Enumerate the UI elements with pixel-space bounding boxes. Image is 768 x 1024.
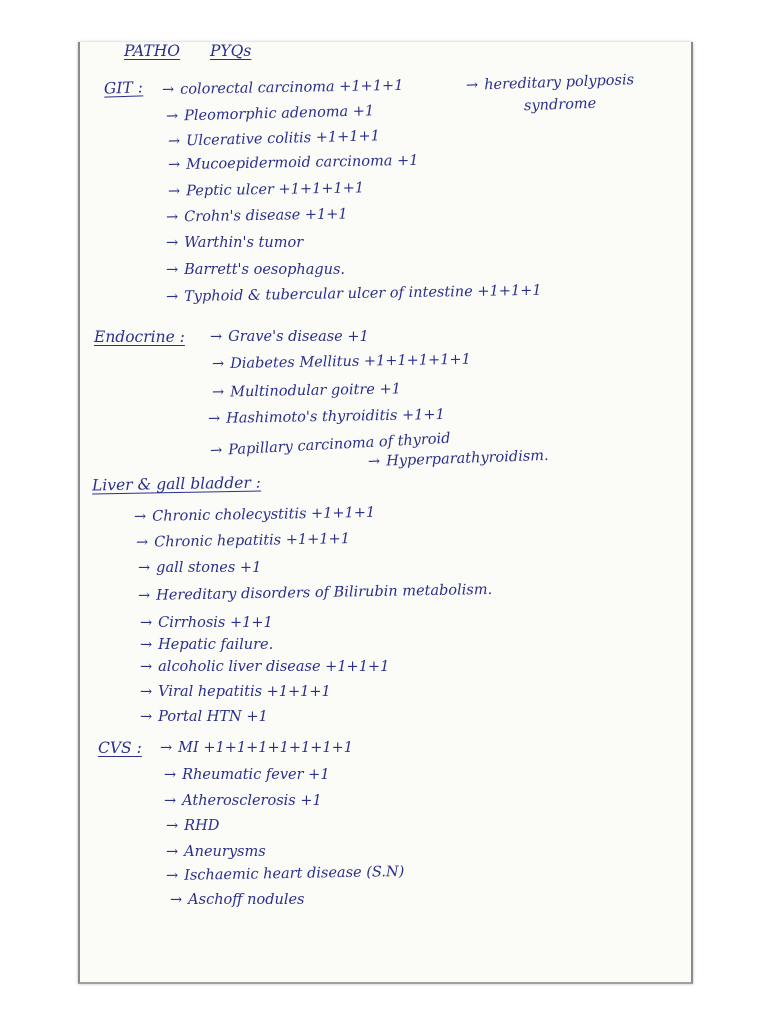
arrow-icon: → xyxy=(140,637,153,653)
arrow-icon: → xyxy=(165,867,179,885)
arrow-icon: → xyxy=(135,534,149,551)
arrow-icon: → xyxy=(165,289,179,306)
git-item-4: → Mucoepidermoid carcinoma +1 xyxy=(167,152,419,174)
arrow-icon: → xyxy=(170,892,183,908)
endocrine-item-1: → Grave's disease +1 xyxy=(210,329,369,345)
liver-item-2: → Chronic hepatitis +1+1+1 xyxy=(135,531,351,551)
endocrine-item-3: → Multinodular goitre +1 xyxy=(211,381,402,401)
endocrine-item-5: → Papillary carcinoma of thyroid xyxy=(209,430,451,460)
arrow-icon: → xyxy=(164,767,177,783)
cvs-item-6: → Ischaemic heart disease (S.N) xyxy=(165,863,405,885)
arrow-icon: → xyxy=(161,81,175,99)
git-item-1: → colorectal carcinoma +1+1+1 xyxy=(161,77,404,99)
arrow-icon: → xyxy=(166,235,179,251)
arrow-icon: → xyxy=(140,615,153,631)
arrow-icon: → xyxy=(367,453,381,471)
arrow-icon: → xyxy=(465,77,479,94)
git-item-5: → Peptic ulcer +1+1+1+1 xyxy=(167,180,365,200)
git-item-8: → Barrett's oesophagus. xyxy=(166,262,346,278)
endocrine-heading: Endocrine : xyxy=(94,328,185,346)
arrow-icon: → xyxy=(211,384,225,401)
endocrine-item-6: → Hyperparathyroidism. xyxy=(367,447,549,471)
cvs-item-2: → Rheumatic fever +1 xyxy=(164,767,330,783)
arrow-icon: → xyxy=(167,156,181,174)
arrow-icon: → xyxy=(207,410,221,428)
liver-item-6: → Hepatic failure. xyxy=(140,637,274,653)
arrow-icon: → xyxy=(166,844,179,860)
arrow-icon: → xyxy=(160,740,173,756)
arrow-icon: → xyxy=(211,356,225,373)
liver-item-3: → gall stones +1 xyxy=(138,560,262,576)
cvs-item-5: → Aneurysms xyxy=(166,844,266,860)
git-item-7: → Warthin's tumor xyxy=(166,235,304,251)
liver-item-4: → Hereditary disorders of Bilirubin metabolism. xyxy=(137,581,493,605)
git-item-3: → Ulcerative colitis +1+1+1 xyxy=(167,128,381,150)
arrow-icon: → xyxy=(165,209,179,226)
cvs-item-1: → MI +1+1+1+1+1+1+1 xyxy=(160,740,353,756)
arrow-icon: → xyxy=(133,508,147,526)
arrow-icon: → xyxy=(166,262,179,278)
liver-item-7: → alcoholic liver disease +1+1+1 xyxy=(140,659,390,675)
cvs-item-3: → Atherosclerosis +1 xyxy=(164,793,322,809)
arrow-icon: → xyxy=(164,793,177,809)
arrow-icon: → xyxy=(167,183,181,200)
liver-heading: Liver & gall bladder : xyxy=(91,473,262,495)
git-item-9: → Typhoid & tubercular ulcer of intestine +1+1+1 xyxy=(165,282,542,306)
arrow-icon: → xyxy=(140,659,153,675)
arrow-icon: → xyxy=(140,684,153,700)
git-item-2: → Pleomorphic adenoma +1 xyxy=(165,103,375,125)
cvs-heading: CVS : xyxy=(98,739,142,757)
arrow-icon: → xyxy=(137,587,151,605)
liver-item-5: → Cirrhosis +1+1 xyxy=(140,615,273,631)
arrow-icon: → xyxy=(210,329,223,345)
git-side-note-line2: syndrome xyxy=(523,95,597,115)
arrow-icon: → xyxy=(165,108,179,125)
title-pyqs: PYQs xyxy=(210,42,252,60)
git-heading: GIT : xyxy=(103,78,144,98)
liver-item-8: → Viral hepatitis +1+1+1 xyxy=(140,684,331,700)
title-patho: PATHO xyxy=(124,42,180,60)
liver-item-1: → Chronic cholecystitis +1+1+1 xyxy=(133,504,376,526)
arrow-icon: → xyxy=(167,133,181,150)
arrow-icon: → xyxy=(209,442,223,460)
endocrine-item-4: → Hashimoto's thyroiditis +1+1 xyxy=(207,406,445,428)
arrow-icon: → xyxy=(140,709,153,725)
endocrine-item-2: → Diabetes Mellitus +1+1+1+1+1 xyxy=(211,351,471,373)
cvs-item-7: → Aschoff nodules xyxy=(170,892,305,908)
arrow-icon: → xyxy=(138,560,151,576)
liver-item-9: → Portal HTN +1 xyxy=(140,709,268,725)
cvs-item-4: → RHD xyxy=(166,818,220,834)
git-item-6: → Crohn's disease +1+1 xyxy=(165,206,348,226)
arrow-icon: → xyxy=(166,818,179,834)
git-side-note: → hereditary polyposis xyxy=(465,72,635,94)
